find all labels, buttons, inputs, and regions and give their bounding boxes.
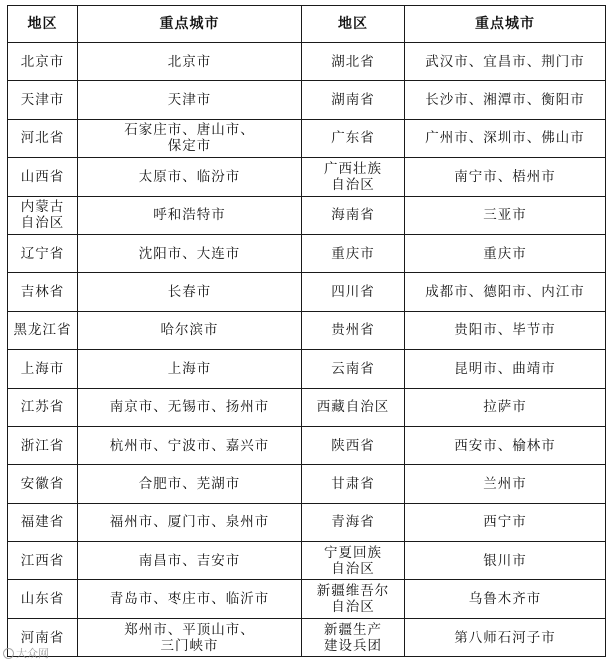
cities-cell: 石家庄市、唐山市、 保定市 xyxy=(78,119,302,157)
table-row xyxy=(8,43,606,81)
cities-cell: 杭州市、宁波市、嘉兴市 xyxy=(78,426,302,464)
region-cell: 天津市 xyxy=(8,81,78,119)
region-cell: 北京市 xyxy=(8,43,78,81)
cities-cell: 合肥市、芜湖市 xyxy=(78,465,302,503)
cities-cell: 天津市 xyxy=(78,81,302,119)
table-row xyxy=(8,158,606,196)
region-cell: 湖南省 xyxy=(302,81,405,119)
cities-cell: 郑州市、平顶山市、 三门峡市 xyxy=(78,618,302,656)
cities-cell: 长春市 xyxy=(78,273,302,311)
header-cities-right: 重点城市 xyxy=(405,6,606,43)
cities-cell: 太原市、临汾市 xyxy=(78,158,302,196)
cities-cell: 北京市 xyxy=(78,43,302,81)
region-cell: 黑龙江省 xyxy=(8,311,78,349)
key-cities-table xyxy=(7,5,606,657)
region-cell: 辽宁省 xyxy=(8,234,78,272)
region-cell: 新疆生产 建设兵团 xyxy=(302,618,405,656)
region-cell: 海南省 xyxy=(302,196,405,234)
watermark-text: 大众网 xyxy=(16,647,49,660)
region-cell: 贵州省 xyxy=(302,311,405,349)
region-cell: 广东省 xyxy=(302,119,405,157)
cities-cell: 成都市、德阳市、内江市 xyxy=(405,273,606,311)
table-row xyxy=(8,465,606,503)
region-cell: 新疆维吾尔 自治区 xyxy=(302,580,405,618)
region-cell: 吉林省 xyxy=(8,273,78,311)
table-row xyxy=(8,119,606,157)
weibo-icon xyxy=(3,648,14,659)
cities-cell: 长沙市、湘潭市、衡阳市 xyxy=(405,81,606,119)
cities-cell: 武汉市、宜昌市、荆门市 xyxy=(405,43,606,81)
region-cell: 山西省 xyxy=(8,158,78,196)
region-cell: 西藏自治区 xyxy=(302,388,405,426)
table-row xyxy=(8,196,606,234)
table-header-row xyxy=(8,6,606,43)
cities-cell: 上海市 xyxy=(78,350,302,388)
region-cell: 上海市 xyxy=(8,350,78,388)
region-cell: 内蒙古 自治区 xyxy=(8,196,78,234)
region-cell: 青海省 xyxy=(302,503,405,541)
header-region-left: 地区 xyxy=(8,6,78,43)
cities-cell: 青岛市、枣庄市、临沂市 xyxy=(78,580,302,618)
cities-cell: 沈阳市、大连市 xyxy=(78,234,302,272)
region-cell: 江西省 xyxy=(8,542,78,580)
cities-cell: 南京市、无锡市、扬州市 xyxy=(78,388,302,426)
cities-cell: 哈尔滨市 xyxy=(78,311,302,349)
cities-cell: 三亚市 xyxy=(405,196,606,234)
region-cell: 山东省 xyxy=(8,580,78,618)
cities-cell: 第八师石河子市 xyxy=(405,618,606,656)
cities-cell: 西安市、榆林市 xyxy=(405,426,606,464)
table-row xyxy=(8,580,606,618)
cities-cell: 兰州市 xyxy=(405,465,606,503)
cities-cell: 南宁市、梧州市 xyxy=(405,158,606,196)
cities-cell: 乌鲁木齐市 xyxy=(405,580,606,618)
region-cell: 陕西省 xyxy=(302,426,405,464)
city-table-container xyxy=(7,5,605,657)
cities-cell: 重庆市 xyxy=(405,234,606,272)
region-cell: 广西壮族 自治区 xyxy=(302,158,405,196)
cities-cell: 广州市、深圳市、佛山市 xyxy=(405,119,606,157)
region-cell: 安徽省 xyxy=(8,465,78,503)
table-body xyxy=(8,43,606,657)
cities-cell: 银川市 xyxy=(405,542,606,580)
table-row xyxy=(8,350,606,388)
table-row xyxy=(8,81,606,119)
region-cell: 四川省 xyxy=(302,273,405,311)
table-row xyxy=(8,388,606,426)
cities-cell: 南昌市、吉安市 xyxy=(78,542,302,580)
cities-cell: 西宁市 xyxy=(405,503,606,541)
region-cell: 江苏省 xyxy=(8,388,78,426)
cities-cell: 呼和浩特市 xyxy=(78,196,302,234)
region-cell: 河南省 xyxy=(8,618,78,656)
cities-cell: 昆明市、曲靖市 xyxy=(405,350,606,388)
region-cell: 福建省 xyxy=(8,503,78,541)
table-row xyxy=(8,542,606,580)
region-cell: 湖北省 xyxy=(302,43,405,81)
region-cell: 浙江省 xyxy=(8,426,78,464)
table-row xyxy=(8,311,606,349)
cities-cell: 拉萨市 xyxy=(405,388,606,426)
region-cell: 河北省 xyxy=(8,119,78,157)
table-row xyxy=(8,273,606,311)
table-row xyxy=(8,618,606,656)
header-region-right: 地区 xyxy=(302,6,405,43)
region-cell: 甘肃省 xyxy=(302,465,405,503)
header-cities-left: 重点城市 xyxy=(78,6,302,43)
table-row xyxy=(8,426,606,464)
cities-cell: 福州市、厦门市、泉州市 xyxy=(78,503,302,541)
region-cell: 宁夏回族 自治区 xyxy=(302,542,405,580)
cities-cell: 贵阳市、毕节市 xyxy=(405,311,606,349)
region-cell: 重庆市 xyxy=(302,234,405,272)
watermark xyxy=(3,645,49,661)
table-row xyxy=(8,234,606,272)
table-row xyxy=(8,503,606,541)
region-cell: 云南省 xyxy=(302,350,405,388)
